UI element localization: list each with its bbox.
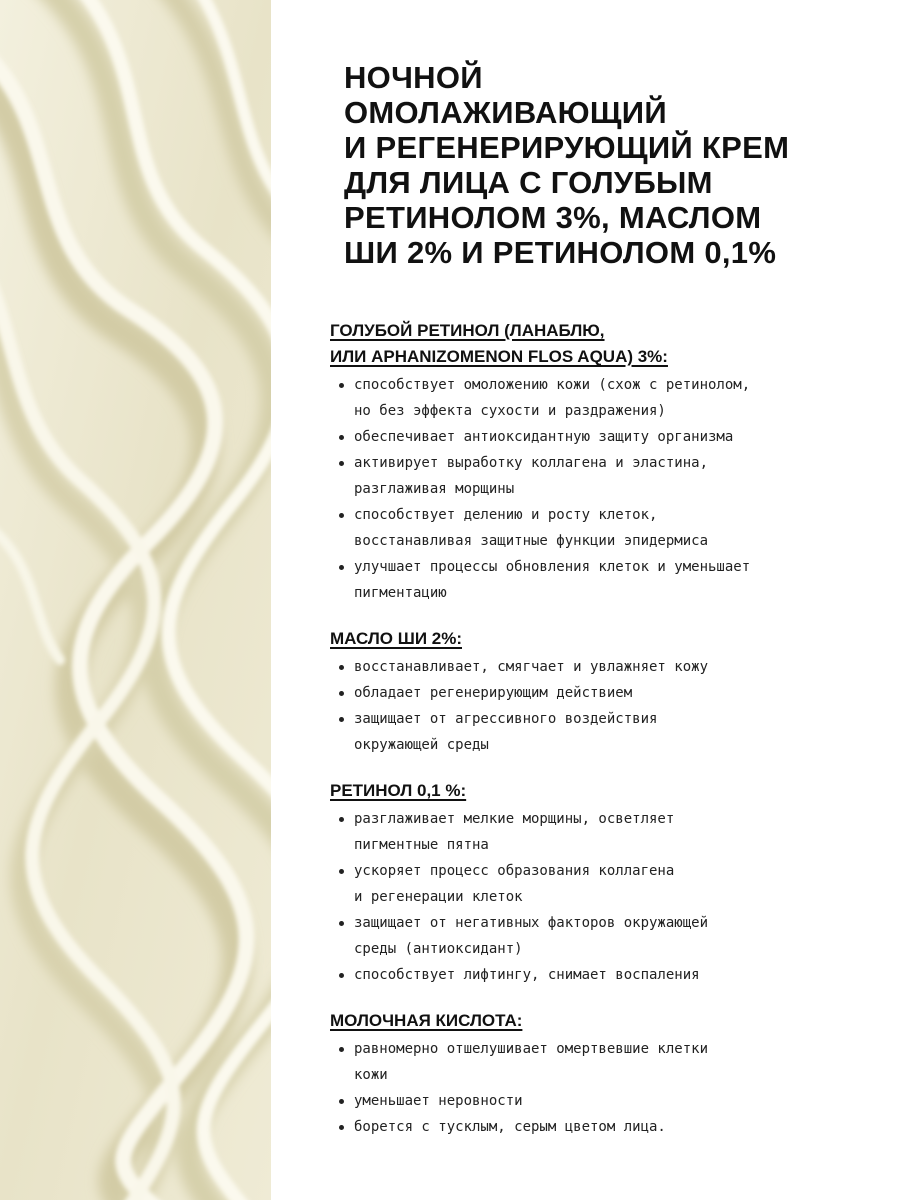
bullet-icon [339,435,344,440]
bullet-icon [339,691,344,696]
list-item: защищает от негативных факторов окружающей среды (антиоксидант) [330,910,870,962]
bullet-icon [339,665,344,670]
bullet-icon [339,973,344,978]
list-item: равномерно отшелушивает омертвевшие клетки кожи [330,1036,870,1088]
list-item: ускоряет процесс образования коллагена и регенерации клеток [330,858,870,910]
list-item: обеспечивает антиоксидантную защиту организма [330,424,870,450]
benefit-list [330,372,870,606]
product-title: НОЧНОЙ ОМОЛАЖИВАЮЩИЙ И РЕГЕНЕРИРУЮЩИЙ КРЕМ ДЛЯ ЛИЦА С ГОЛУБЫМ РЕТИНОЛОМ 3%, МАСЛОМ ШИ 2% И РЕТИНОЛОМ 0,1% [344,60,790,270]
list-item: восстанавливает, смягчает и увлажняет кожу [330,654,870,680]
section-shea-butter [330,626,870,758]
bullet-icon [339,817,344,822]
list-item: борется с тусклым, серым цветом лица. [330,1114,870,1140]
bullet-icon [339,1125,344,1130]
bullet-icon [339,921,344,926]
section-blue-retinol [330,318,870,606]
list-item: защищает от агрессивного воздействия окружающей среды [330,706,870,758]
bullet-icon [339,869,344,874]
list-item: активирует выработку коллагена и эластина, разглаживая морщины [330,450,870,502]
benefit-list [330,654,870,758]
list-item: способствует лифтингу, снимает воспаления [330,962,870,988]
bullet-icon [339,1047,344,1052]
section-heading: МОЛОЧНАЯ КИСЛОТА: [330,1011,523,1030]
section-heading: РЕТИНОЛ 0,1 %: [330,781,467,800]
section-retinol [330,778,870,988]
benefit-list [330,1036,870,1140]
cream-texture-image [0,0,271,1200]
list-item: обладает регенерирующим действием [330,680,870,706]
bullet-icon [339,383,344,388]
list-item: разглаживает мелкие морщины, осветляет пигментные пятна [330,806,870,858]
list-item: улучшает процессы обновления клеток и уменьшает пигментацию [330,554,870,606]
bullet-icon [339,717,344,722]
benefit-list [330,806,870,988]
bullet-icon [339,565,344,570]
section-heading: ГОЛУБОЙ РЕТИНОЛ (ЛАНАБЛЮ, ИЛИ APHANIZOMENON FLOS AQUA) 3%: [330,321,668,366]
bullet-icon [339,513,344,518]
description-content [330,60,870,1140]
section-lactic-acid [330,1008,870,1140]
list-item: способствует омоложению кожи (схож с ретинолом, но без эффекта сухости и раздражения) [330,372,870,424]
section-heading: МАСЛО ШИ 2%: [330,629,462,648]
list-item: уменьшает неровности [330,1088,870,1114]
bullet-icon [339,1099,344,1104]
bullet-icon [339,461,344,466]
list-item: способствует делению и росту клеток, восстанавливая защитные функции эпидермиса [330,502,870,554]
